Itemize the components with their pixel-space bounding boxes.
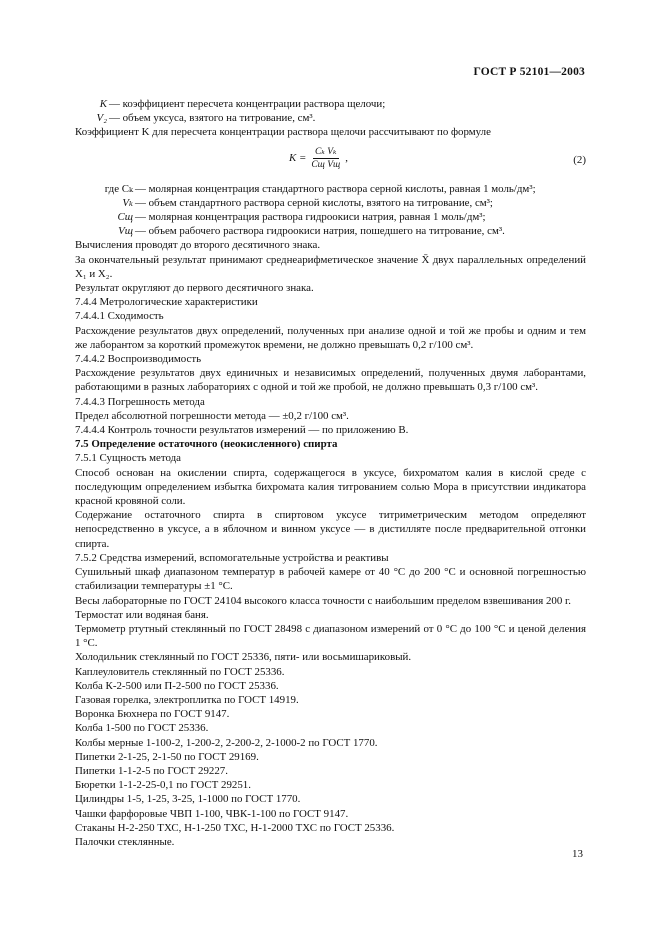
formula-denominator: Cщ Vщ: [311, 159, 341, 170]
definition-item: [75, 182, 586, 196]
paragraph: Весы лабораторные по ГОСТ 24104 высокого класса точности с наибольшим пределом взвешивания 200 г.: [75, 594, 572, 607]
paragraph: 7.4.4.1 Сходимость: [75, 310, 164, 323]
formula-numerator: Cₖ Vₖ: [315, 146, 337, 157]
paragraph: Результат округляют до первого десятичного знака.: [75, 282, 314, 295]
formula-intro: Коэффициент K для пересчета концентрации раствора щелочи рассчитывают по формуле: [75, 126, 491, 139]
paragraph: Расхождение результатов двух единичных и независимых определений, полученных двумя лаборантами, работающими в разных лабораториях с одной и той же пробой, не должно превышать 0,3 г/100 см³.: [75, 367, 586, 394]
paragraph: Сушильный шкаф диапазоном температур в рабочей камере от 40 °С до 200 °С и основной погрешностью стабилизации температуры ±1 °С.: [75, 566, 586, 593]
definition-text: — молярная концентрация стандартного раствора серной кислоты, равная 1 моль/дм³;: [135, 182, 536, 195]
definition-text: — молярная концентрация раствора гидроокиси натрия, равная 1 моль/дм³;: [135, 211, 486, 224]
page-body: [75, 97, 586, 849]
formula-fraction: [309, 146, 342, 171]
page-number: 13: [572, 848, 583, 860]
paragraph: Содержание остаточного спирта в спиртовом уксусе титриметрическим методом определяют непосредственно в уксусе, а в яблочном и винном уксусе — в дистилляте после предварительной отгонки спирта.: [75, 509, 586, 550]
paragraph: Колба К-2-500 или П-2-500 по ГОСТ 25336.: [75, 679, 279, 692]
definition-item: [75, 210, 586, 224]
definition-symbol: V₂: [96, 112, 107, 125]
paragraph: Колбы мерные 1-100-2, 1-200-2, 2-200-2, 2-1000-2 по ГОСТ 1770.: [75, 736, 378, 749]
paragraph: Термостат или водяная баня.: [75, 608, 209, 621]
paragraph: 7.4.4.2 Воспроизводимость: [75, 353, 202, 366]
paragraph: Пипетки 2-1-25, 2-1-50 по ГОСТ 29169.: [75, 750, 259, 763]
definition-symbol: Vₖ: [122, 196, 133, 209]
definition-item: [75, 97, 586, 111]
formula-tail: ,: [345, 152, 348, 164]
paragraph: За окончательный результат принимают среднеарифметическое значение X̄ двух параллельных определений X₁ и X₂.: [75, 253, 586, 280]
paragraph: Колба 1-500 по ГОСТ 25336.: [75, 722, 209, 735]
body-paragraphs: [75, 238, 586, 849]
definition-text: — объем рабочего раствора гидроокиси натрия, пошедшего на титрование, см³.: [135, 225, 505, 238]
paragraph: Воронка Бюхнера по ГОСТ 9147.: [75, 708, 230, 721]
paragraph: 7.4.4.3 Погрешность метода: [75, 395, 205, 408]
paragraph: 7.4.4.4 Контроль точности результатов измерений — по приложению В.: [75, 424, 409, 437]
paragraph: Каплеуловитель стеклянный по ГОСТ 25336.: [75, 665, 285, 678]
definition-text: — объем стандартного раствора серной кислоты, взятого на титрование, см³;: [135, 196, 493, 209]
paragraph: Расхождение результатов двух определений, полученных при анализе одной и той же пробы и одним и тем же лаборантом за короткий промежуток времени, не должно превышать 0,2 г/100 см³.: [75, 324, 586, 351]
definition-symbol: Vщ: [118, 225, 133, 238]
equation-number: (2): [573, 153, 586, 166]
definition-item: [75, 224, 586, 238]
formula-lhs: K =: [289, 152, 307, 164]
paragraph: Холодильник стеклянный по ГОСТ 25336, пяти- или восьмишариковый.: [75, 651, 412, 664]
section-heading: 7.5 Определение остаточного (неокисленного) спирта: [75, 438, 338, 451]
defs-top: [75, 97, 586, 125]
definition-symbol: где Cₖ: [104, 182, 133, 195]
definition-item: [75, 111, 586, 125]
formula: [289, 146, 348, 171]
paragraph: Стаканы Н-2-250 ТХС, Н-1-250 ТХС, Н-1-2000 ТХС по ГОСТ 25336.: [75, 821, 395, 834]
paragraph: Способ основан на окислении спирта, содержащегося в уксусе, бихроматом калия в кислой среде с последующим определением избытка бихромата калия титрованием солью Мора в присутствии индикатора красной кровяной соли.: [75, 466, 586, 508]
definition-text: — коэффициент пересчета концентрации раствора щелочи;: [109, 98, 386, 110]
where-defs: [75, 182, 586, 239]
formula-block: [75, 144, 586, 178]
paragraph: Газовая горелка, электроплитка по ГОСТ 14919.: [75, 693, 299, 706]
paragraph: Вычисления проводят до второго десятичного знака.: [75, 239, 321, 252]
paragraph: 7.5.2 Средства измерений, вспомогательные устройства и реактивы: [75, 551, 389, 564]
paragraph: Пипетки 1-1-2-5 по ГОСТ 29227.: [75, 764, 228, 777]
paragraph: Термометр ртутный стеклянный по ГОСТ 28498 с диапазоном измерений от 0 °С до 100 °С и ценой деления 1 °С.: [75, 622, 586, 650]
paragraph: 7.5.1 Сущность метода: [75, 452, 182, 465]
definition-item: [75, 196, 586, 210]
paragraph: Бюретки 1-1-2-25-0,1 по ГОСТ 29251.: [75, 779, 251, 792]
paragraph: Цилиндры 1-5, 1-25, 3-25, 1-1000 по ГОСТ 1770.: [75, 793, 301, 806]
definition-symbol: Cщ: [117, 211, 133, 224]
paragraph: Чашки фарфоровые ЧВП 1-100, ЧВК-1-100 по ГОСТ 9147.: [75, 807, 349, 820]
paragraph: 7.4.4 Метрологические характеристики: [75, 296, 258, 309]
paragraph: Предел абсолютной погрешности метода — ±0,2 г/100 см³.: [75, 409, 349, 422]
definition-symbol: K: [99, 98, 107, 110]
document-header: ГОСТ Р 52101—2003: [473, 66, 585, 78]
definition-text: — объем уксуса, взятого на титрование, см³.: [109, 112, 316, 125]
paragraph: Палочки стеклянные.: [75, 835, 175, 848]
